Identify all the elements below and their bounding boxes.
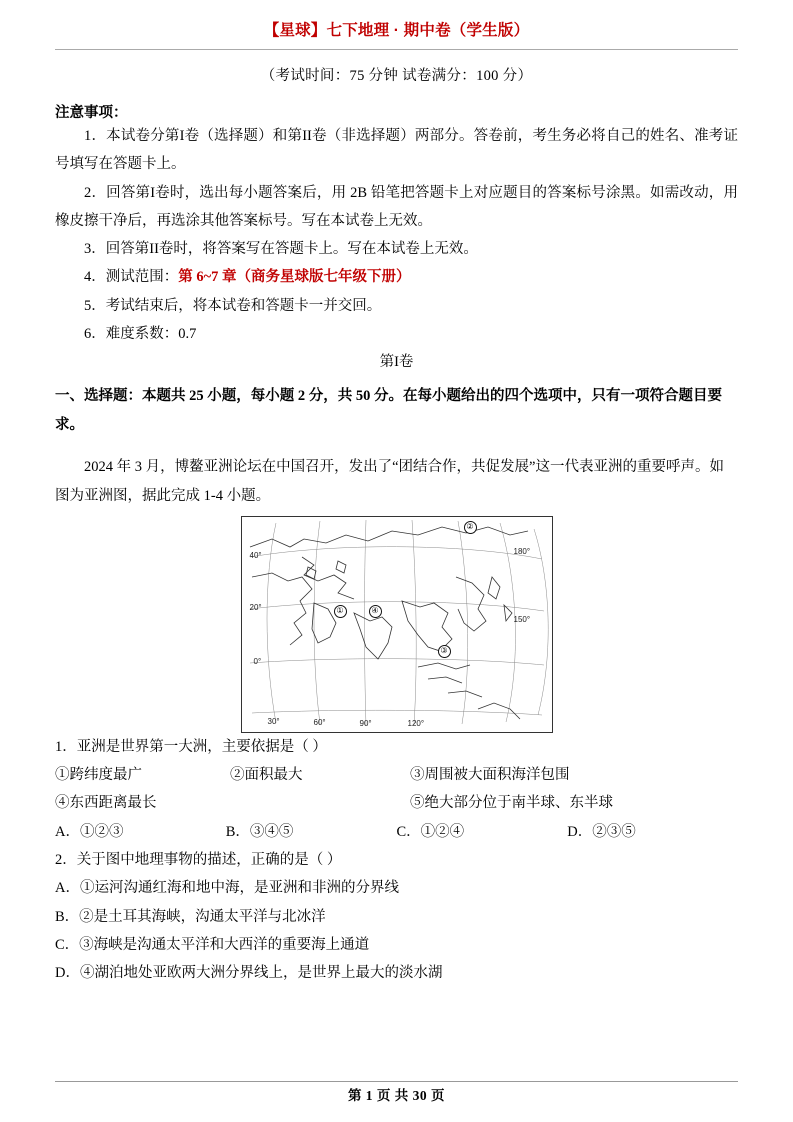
map-lat-20: 20°	[249, 602, 262, 612]
part-label: 第I卷	[379, 354, 414, 371]
q2-choice-c: C．③海峡是沟通太平洋和大西洋的重要海上通道	[55, 936, 370, 953]
q1-option-3: ③周围被大面积海洋包围	[410, 767, 570, 784]
notice-item-2: 2．回答第I卷时，选出每小题答案后，用 2B 铅笔把答题卡上对应题目的答案标号涂黑。如需改动，用橡皮擦干净后，再选涂其他答案标号。写在本试卷上无效。	[55, 184, 738, 229]
q1-option-4: ④东西距离最长	[55, 795, 157, 812]
question-1-text	[55, 733, 738, 761]
map-lon-180: 180°	[513, 546, 531, 556]
footer-divider	[55, 1081, 738, 1082]
map-lon-120: 120°	[407, 718, 425, 728]
notice-heading: 注意事项：	[55, 105, 128, 121]
q1-option-5: ⑤绝大部分位于南半球、东半球	[410, 795, 613, 812]
figure-asia-map	[241, 516, 553, 733]
notice-item-4-range: 第 6~7 章（商务星球版七年级下册）	[178, 269, 411, 286]
q1-choice-c: C．①②④	[396, 823, 465, 840]
map-lat-0: 0°	[253, 656, 262, 666]
title-divider	[55, 49, 738, 50]
q1-choice-a: A．①②③	[55, 823, 124, 840]
q1-option-1: ①跨纬度最广	[55, 767, 142, 784]
map-lon-30: 30°	[267, 716, 280, 726]
question-1-options-row-2	[55, 789, 738, 817]
map-lon-150: 150°	[513, 614, 531, 624]
q1-option-blank	[230, 789, 410, 817]
notice-item-5: 5．考试结束后，将本试卷和答题卡一并交回。	[84, 297, 382, 314]
notice-item-4-prefix: 4．测试范围：	[84, 269, 179, 286]
map-lon-60: 60°	[313, 717, 326, 727]
q1-choice-b: B．③④⑤	[225, 823, 294, 840]
q1-choice-d: D．②③⑤	[567, 823, 636, 840]
question-2-number: 2．	[55, 852, 77, 869]
q2-choice-d: D．④湖泊地处亚欧两大洲分界线上，是世界上最大的淡水湖	[55, 965, 443, 982]
notice-item-1: 1．本试卷分第I卷（选择题）和第II卷（非选择题）两部分。答卷前，考生务必将自己的姓名、准考证号填写在答题卡上。	[55, 128, 738, 173]
q2-choice-a: A．①运河沟通红海和地中海，是亚洲和非洲的分界线	[55, 880, 399, 897]
map-lat-40: 40°	[249, 550, 262, 560]
map-graphic	[242, 517, 550, 730]
section-heading-choice: 一、选择题：本题共 25 小题，每小题 2 分，共 50 分。在每小题给出的四个选项中，只有一项符合题目要求。	[55, 388, 722, 433]
question-1-choices	[55, 818, 738, 846]
notice-item-3: 3．回答第II卷时，将答案写在答题卡上。写在本试卷上无效。	[84, 241, 478, 258]
map-marker-1: ①	[334, 605, 347, 618]
q2-choice-b: B．②是土耳其海峡，沟通太平洋与北冰洋	[55, 908, 326, 925]
map-marker-3: ③	[438, 645, 451, 658]
question-1-options-row-1	[55, 761, 738, 789]
notice-item-6: 6．难度系数：0.7	[84, 325, 197, 342]
page-title: 【星球】七下地理 · 期中卷（学生版）	[263, 22, 530, 39]
map-marker-2: ②	[464, 521, 477, 534]
question-1-number: 1．	[55, 738, 77, 755]
question-2-text	[55, 846, 738, 874]
map-marker-4: ④	[369, 605, 382, 618]
notice-item-4	[55, 263, 738, 291]
question-1-body: 亚洲是世界第一大洲，主要依据是（ ）	[76, 738, 327, 755]
figure-asia-map-wrap	[55, 516, 738, 733]
exam-info: （考试时间：75 分钟 试卷满分：100 分）	[260, 68, 533, 84]
question-2-body: 关于图中地理事物的描述，正确的是（ ）	[76, 852, 342, 869]
material-passage: 2024 年 3 月，博鳌亚洲论坛在中国召开，发出了“团结合作，共促发展”这一代表亚洲的重要呼声。如图为亚洲图，据此完成 1-4 小题。	[55, 459, 724, 504]
map-lon-90: 90°	[359, 718, 372, 728]
q1-option-2: ②面积最大	[230, 767, 303, 784]
page-footer: 第 1 页 共 30 页	[347, 1088, 446, 1103]
